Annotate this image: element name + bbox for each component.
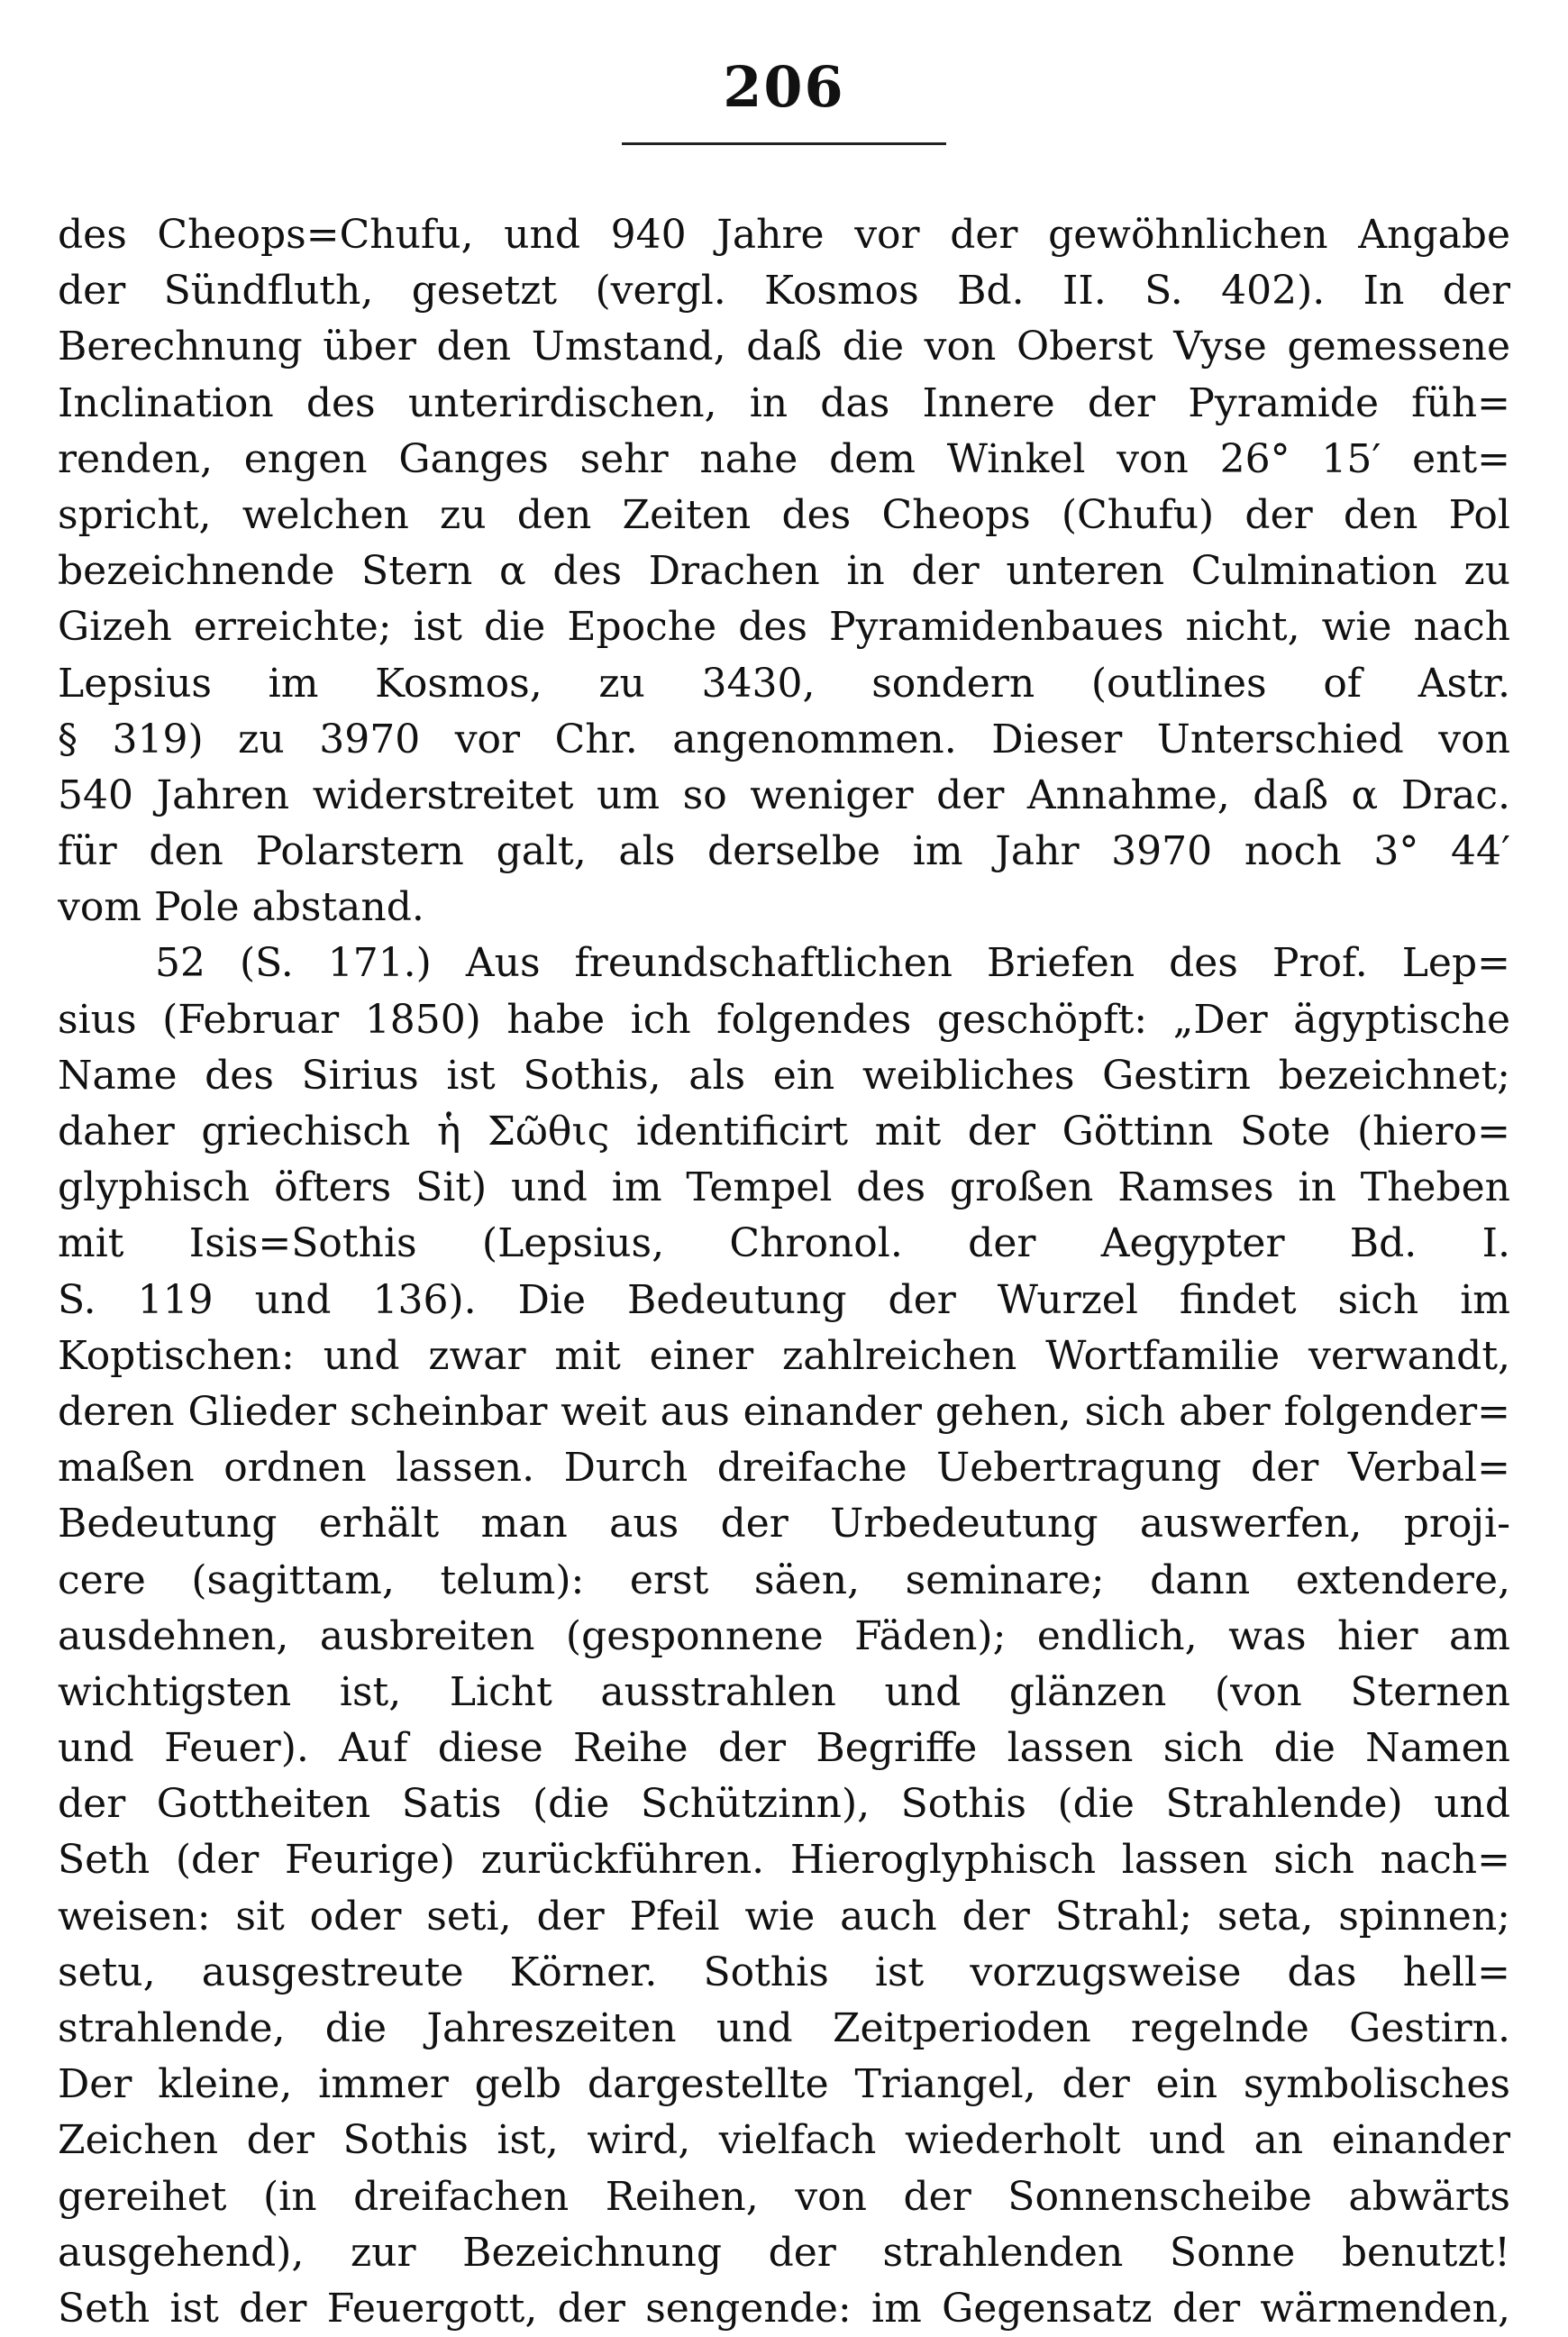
text-line: Name des Sirius ist Sothis, als ein weibliches Gestirn bezeichnet; [58, 1052, 1510, 1099]
text-line: cere (sagittam, telum): erst säen, seminare; dann extendere, [58, 1556, 1510, 1603]
text-line: spricht, welchen zu den Zeiten des Cheops (Chufu) der den Pol [58, 491, 1510, 538]
text-line: Lepsius im Kosmos, zu 3430, sondern (outlines of Astr. [58, 660, 1510, 707]
text-line: sius (Februar 1850) habe ich folgendes geschöpft: „Der ägyptische [58, 996, 1510, 1043]
text-line: bezeichnende Stern α des Drachen in der unteren Culmination zu [58, 548, 1510, 595]
text-line: glyphisch öfters Sit) und im Tempel des großen Ramses in Theben [58, 1164, 1510, 1211]
text-line: Berechnung über den Umstand, daß die von Oberst Vyse gemessene [58, 324, 1510, 370]
text-line: weisen: sit oder seti, der Pfeil wie auch der Strahl; seta, spinnen; [58, 1893, 1510, 1940]
text-line: ausdehnen, ausbreiten (gesponnene Fäden); endlich, was hier am [58, 1612, 1510, 1659]
text-line: Seth (der Feurige) zurückführen. Hieroglyphisch lassen sich nach= [58, 1837, 1510, 1884]
text-line: Bedeutung erhält man aus der Urbedeutung auswerfen, proji- [58, 1501, 1510, 1547]
header-rule [622, 142, 946, 145]
text-line: Inclination des unterirdischen, in das Innere der Pyramide füh= [58, 379, 1510, 426]
text-line: Der kleine, immer gelb dargestellte Triangel, der ein symbolisches [58, 2061, 1510, 2108]
text-line: des Cheops=Chufu, und 940 Jahre vor der gewöhnlichen Angabe [58, 212, 1510, 258]
text-line: 540 Jahren widerstreitet um so weniger der Annahme, daß α Drac. [58, 771, 1510, 818]
text-line: gereihet (in dreifachen Reihen, von der Sonnenscheibe abwärts [58, 2173, 1510, 2220]
text-line: und Feuer). Auf diese Reihe der Begriffe lassen sich die Namen [58, 1725, 1510, 1772]
text-line: ausgehend), zur Bezeichnung der strahlenden Sonne benutzt! [58, 2229, 1510, 2276]
text-line: maßen ordnen lassen. Durch dreifache Uebertragung der Verbal= [58, 1445, 1510, 1492]
text-line: mit Isis=Sothis (Lepsius, Chronol. der Aegypter Bd. I. [58, 1220, 1510, 1267]
page-body-text [58, 207, 1510, 2337]
text-line: für den Polarstern galt, als derselbe im Jahr 3970 noch 3° 44′ [58, 828, 1510, 875]
text-line: der Sündfluth, gesetzt (vergl. Kosmos Bd. II. S. 402). In der [58, 268, 1510, 315]
text-line: renden, engen Ganges sehr nahe dem Winkel von 26° 15′ ent= [58, 435, 1510, 482]
page-number: 206 [723, 54, 845, 120]
text-line: Zeichen der Sothis ist, wird, vielfach wiederholt und an einander [58, 2117, 1510, 2164]
text-line: deren Glieder scheinbar weit aus einander gehen, sich aber folgender= [58, 1388, 1510, 1435]
text-line: der Gottheiten Satis (die Schützinn), Sothis (die Strahlende) und [58, 1781, 1510, 1828]
text-line: vom Pole abstand. [58, 884, 424, 931]
text-line: Gizeh erreichte; ist die Epoche des Pyramidenbaues nicht, wie nach [58, 604, 1510, 651]
text-line: wichtigsten ist, Licht ausstrahlen und glänzen (von Sternen [58, 1668, 1510, 1715]
text-line: setu, ausgestreute Körner. Sothis ist vorzugsweise das hell= [58, 1949, 1510, 1995]
text-line: Koptischen: und zwar mit einer zahlreichen Wortfamilie verwandt, [58, 1332, 1510, 1379]
text-line: § 319) zu 3970 vor Chr. angenommen. Dieser Unterschied von [58, 716, 1510, 762]
text-line: S. 119 und 136). Die Bedeutung der Wurzel findet sich im [58, 1276, 1510, 1323]
text-line: Seth ist der Feuergott, der sengende: im Gegensatz der wärmenden, [58, 2285, 1510, 2332]
text-line: strahlende, die Jahreszeiten und Zeitperioden regelnde Gestirn. [58, 2005, 1510, 2051]
text-line: daher griechisch ἡ Σῶθις identificirt mit der Göttinn Sote (hiero= [58, 1109, 1510, 1155]
footnote-line: 52 (S. 171.) Aus freundschaftlichen Briefen des Prof. Lep= [155, 940, 1510, 987]
